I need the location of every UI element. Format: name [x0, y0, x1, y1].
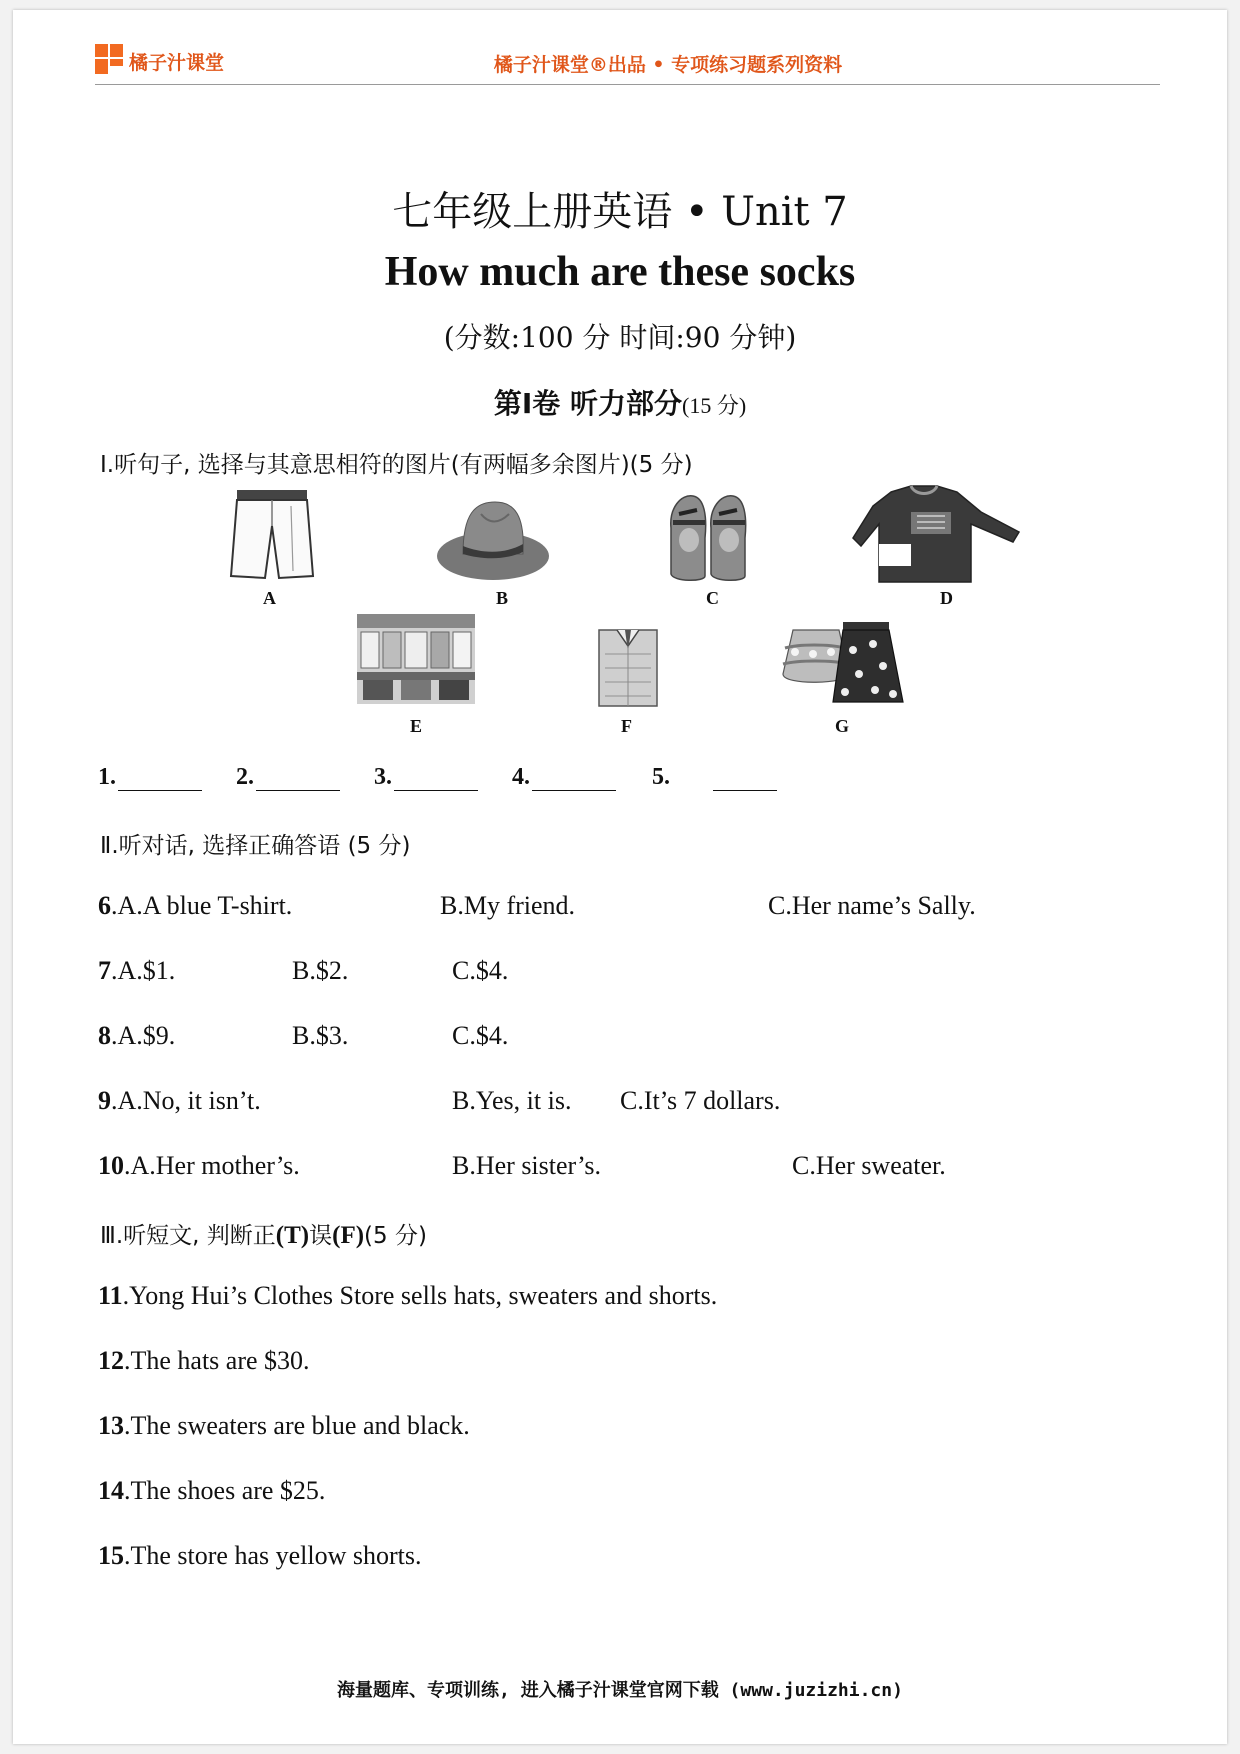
option-a: .A.No, it isn’t.	[111, 1086, 261, 1115]
part-one-label: 第Ⅰ卷 听力部分	[493, 387, 682, 420]
skirts-icon	[779, 614, 907, 710]
option-b: B.Yes, it is.	[452, 1086, 572, 1115]
statement-text: .The shoes are $25.	[124, 1476, 326, 1505]
section-two-title: Ⅱ.听对话, 选择正确答语 (5 分)	[100, 833, 411, 859]
section-three-title-part: 误	[309, 1223, 333, 1249]
picture-a	[221, 486, 321, 586]
shorts-icon	[221, 486, 321, 586]
statement-11	[98, 1281, 717, 1311]
question-number: 6	[98, 891, 111, 920]
picture-d	[851, 482, 1021, 586]
option-c: C.$4.	[452, 1021, 509, 1050]
option-b: B.$2.	[292, 956, 349, 985]
section-three-title-part: Ⅲ.听短文, 判断正	[100, 1223, 276, 1249]
question-number: 9	[98, 1086, 111, 1115]
picture-b-label: B	[496, 588, 509, 608]
statement-text: .The hats are $30.	[124, 1346, 310, 1375]
shoes-icon	[663, 488, 753, 584]
question-number: 7	[98, 956, 111, 985]
option-c: C.It’s 7 dollars.	[620, 1086, 781, 1115]
answer-blank-5[interactable]	[713, 790, 777, 791]
part-one-points: (15 分)	[682, 393, 747, 418]
answer-blank-1[interactable]	[118, 790, 202, 791]
statement-number: 15	[98, 1541, 124, 1570]
question-number: 10	[98, 1151, 124, 1180]
answer-blank-4[interactable]	[532, 790, 616, 791]
clothes-store-icon	[357, 614, 475, 704]
brand-logo	[95, 44, 255, 78]
statement-text: .Yong Hui’s Clothes Store sells hats, sweaters and shorts.	[122, 1281, 718, 1310]
question-number: 8	[98, 1021, 111, 1050]
picture-f-label: F	[621, 716, 632, 736]
title-chinese: 七年级上册英语 • Unit 7	[392, 189, 848, 235]
statement-15	[98, 1541, 422, 1571]
picture-g	[779, 614, 907, 710]
statement-number: 12	[98, 1346, 124, 1375]
score-time-line: (分数:100 分 时间:90 分钟)	[443, 321, 797, 354]
picture-d-label: D	[940, 588, 953, 608]
part-one-title	[13, 382, 1227, 422]
hat-icon	[433, 494, 553, 584]
option-a: .A.$9.	[111, 1021, 176, 1050]
option-a: .A.Her mother’s.	[124, 1151, 300, 1180]
document-page	[13, 10, 1227, 1744]
statement-number: 14	[98, 1476, 124, 1505]
title-english: How much are these socks	[384, 249, 856, 295]
picture-c-label: C	[706, 588, 719, 608]
option-b: B.Her sister’s.	[452, 1151, 602, 1180]
blank-label: 5.	[652, 764, 670, 790]
option-c: C.Her name’s Sally.	[768, 891, 976, 920]
statement-text: .The sweaters are blue and black.	[124, 1411, 470, 1440]
answer-blank-2[interactable]	[256, 790, 340, 791]
option-c: C.$4.	[452, 956, 509, 985]
brand-logo-mark-icon	[95, 44, 123, 74]
statement-number: 11	[98, 1281, 123, 1310]
header-divider	[95, 84, 1160, 85]
answer-blank-3[interactable]	[394, 790, 478, 791]
sweater-icon	[851, 482, 1021, 586]
option-b: B.My friend.	[440, 891, 576, 920]
picture-e	[357, 614, 475, 704]
blank-label: 1.	[98, 764, 116, 790]
statement-14	[98, 1476, 325, 1506]
picture-c	[663, 488, 753, 584]
answer-blanks	[98, 764, 898, 796]
section-one-title: Ⅰ.听句子, 选择与其意思相符的图片(有两幅多余图片)(5 分)	[100, 452, 693, 478]
header-center-text: 橘子汁课堂®出品 • 专项练习题系列资料	[493, 54, 843, 76]
picture-e-label: E	[410, 716, 423, 736]
section-three-points: (5 分)	[364, 1223, 427, 1249]
brand-name: 橘子汁课堂	[129, 52, 225, 74]
picture-a-label: A	[263, 588, 276, 608]
option-a: .A.$1.	[111, 956, 176, 985]
statement-number: 13	[98, 1411, 124, 1440]
picture-g-label: G	[835, 716, 850, 736]
false-marker: (F)	[332, 1222, 365, 1249]
statement-12	[98, 1346, 310, 1376]
picture-f	[595, 624, 661, 708]
option-a: .A.A blue T-shirt.	[111, 891, 293, 920]
page-footer: 海量题库、专项训练, 进入橘子汁课堂官网下载 (www.juzizhi.cn)	[337, 1680, 903, 1701]
option-c: C.Her sweater.	[792, 1151, 946, 1180]
statement-13	[98, 1411, 470, 1441]
statement-text: .The store has yellow shorts.	[124, 1541, 422, 1570]
shirt-icon	[595, 624, 661, 708]
true-marker: (T)	[275, 1222, 310, 1249]
blank-label: 3.	[374, 764, 392, 790]
section-three-title	[100, 1217, 427, 1250]
option-b: B.$3.	[292, 1021, 349, 1050]
picture-b	[433, 494, 553, 584]
blank-label: 2.	[236, 764, 254, 790]
blank-label: 4.	[512, 764, 530, 790]
